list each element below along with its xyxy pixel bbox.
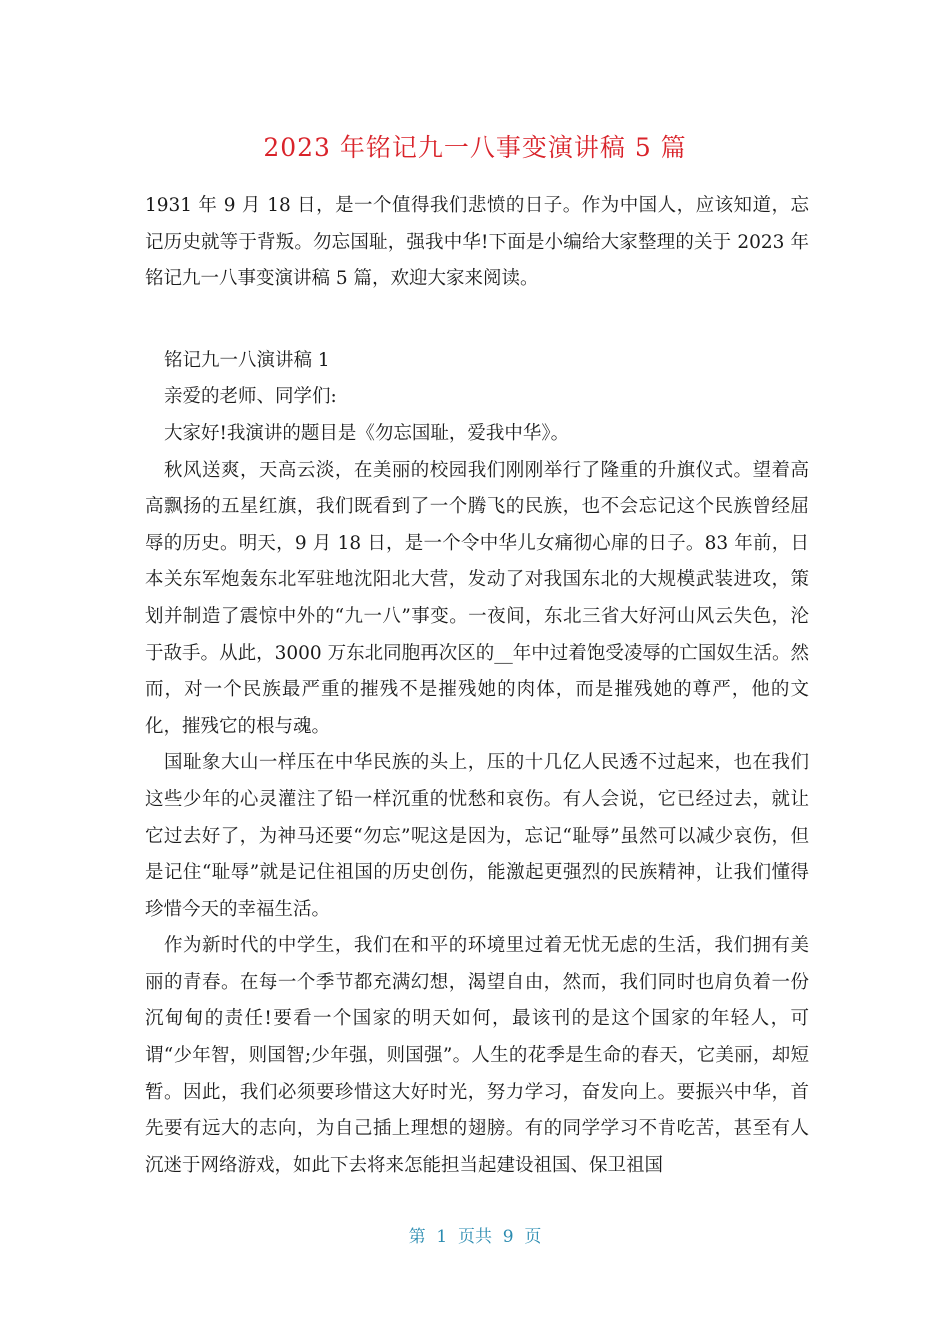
- greeting: 大家好!我演讲的题目是《勿忘国耻，爱我中华》。: [164, 422, 570, 444]
- document-title: 2023 年铭记九一八事变演讲稿 5 篇: [263, 133, 687, 162]
- document-body: [145, 188, 809, 1184]
- body-paragraph: 作为新时代的中学生，我们在和平的环境里过着无忧无虑的生活，我们拥有美丽的青春。在每一个季节都充满幻想，渴望自由，然而，我们同时也肩负着一份沉甸甸的责任!要看一个国家的明天如何，最该刊的是这个国家的年轻人，可谓“少年智，则国智;少年强，则国强”。人生的花季是生命的春天，它美丽，却短暂。因此，我们必须要珍惜这大好时光，努力学习，奋发向上。要振兴中华，首先要有远大的志向，为自己插上理想的翅膀。有的同学学习不肯吃苦，甚至有人沉迷于网络游戏，如此下去将来怎能担当起建设祖国、保卫祖国: [145, 935, 809, 1176]
- section-heading: 铭记九一八演讲稿 1: [164, 349, 330, 371]
- intro-paragraph: 1931 年 9 月 18 日，是一个值得我们悲愤的日子。作为中国人，应该知道，忘记历史就等于背叛。勿忘国耻，强我中华!下面是小编给大家整理的关于 2023 年铭记九一八事变演讲稿 5 篇，欢迎大家来阅读。: [145, 195, 809, 290]
- body-paragraph: 秋风送爽，天高云淡，在美丽的校园我们刚刚举行了隆重的升旗仪式。望着高高飘扬的五星红旗，我们既看到了一个腾飞的民族，也不会忘记这个民族曾经屈辱的历史。明天，9 月 18 日，是一个令中华儿女痛彻心扉的日子。83 年前，日本关东军炮轰东北军驻地沈阳北大营，发动了对我国东北的大规模武装进攻，策划并制造了震惊中外的“九一八”事变。一夜间，东北三省大好河山风云失色，沦于敌手。从此，3000 万东北同胞再次区的__年中过着饱受凌辱的亡国奴生活。然而，对一个民族最严重的摧残不是摧残她的肉体，而是摧残她的尊严，他的文化，摧残它的根与魂。: [145, 459, 809, 737]
- salutation: 亲爱的老师、同学们:: [164, 386, 337, 408]
- page-footer: 第 1 页共 9 页: [408, 1227, 542, 1247]
- body-paragraph: 国耻象大山一样压在中华民族的头上，压的十几亿人民透不过起来，也在我们这些少年的心灵灌注了铅一样沉重的忧愁和哀伤。有人会说，它已经过去，就让它过去好了，为神马还要“勿忘”呢这是因为，忘记“耻辱”虽然可以减少哀伤，但是记住“耻辱”就是记住祖国的历史创伤，能激起更强烈的民族精神，让我们懂得珍惜今天的幸福生活。: [145, 752, 809, 920]
